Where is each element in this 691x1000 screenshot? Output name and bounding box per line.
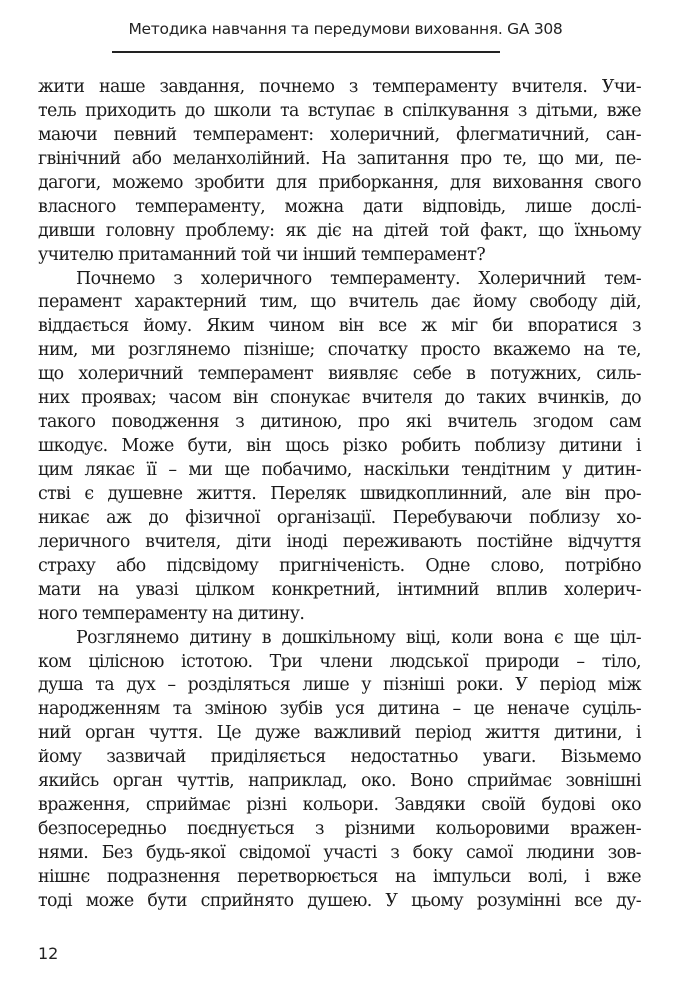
text-line: ного темпераменту на дитину. xyxy=(38,603,305,624)
text-line: страху або підсвідому пригніченість. Одне слово, потрібно xyxy=(38,555,641,576)
text-line: власного темпераменту, можна дати відповідь, лише дослі- xyxy=(38,196,641,217)
paragraph xyxy=(38,268,641,627)
text-line: перамент характерний тим, що вчитель дає йому свободу дій, xyxy=(38,292,641,313)
running-header: Методика навчання та передумови виховання. GA 308 xyxy=(128,20,563,38)
text-line: ний орган чуття. Це дуже важливий період життя дитини, і xyxy=(38,723,641,744)
text-line: йому зазвичай приділяється недостатньо уваги. Візьмемо xyxy=(38,747,641,768)
text-line: нішнє подразнення перетворюється на імпульси волі, і вже xyxy=(38,866,641,887)
text-line: що холеричний темперамент виявляє себе в потужних, силь- xyxy=(38,364,641,385)
text-line: якийсь орган чуттів, наприклад, око. Воно сприймає зовнішні xyxy=(38,771,641,792)
text-line: маючи певний темперамент: холеричний, флегматичний, сан- xyxy=(38,124,641,145)
text-line: стві є душевне життя. Переляк швидкоплинний, але він про- xyxy=(38,483,641,504)
paragraph xyxy=(38,627,641,914)
text-line: гвінічний або меланхолійний. На запитання про те, що ми, пе- xyxy=(38,148,641,169)
text-line: жити наше завдання, почнемо з темпераменту вчителя. Учи- xyxy=(38,77,641,97)
text-line: мати на увазі цілком конкретний, інтимний вплив холерич- xyxy=(38,579,641,600)
text-line: такого поводження з дитиною, про які вчитель згодом сам xyxy=(38,412,641,433)
text-line: нями. Без будь-якої свідомої участі з боку самої людини зов- xyxy=(38,843,641,863)
page-number: 12 xyxy=(38,944,59,963)
text-line: тель приходить до школи та вступає в спілкування з дітьми, вже xyxy=(38,100,641,121)
text-line: віддається йому. Яким чином він все ж міг би впоратися з xyxy=(38,316,641,337)
text-line: дагоги, можемо зробити для приборкання, для виховання свого xyxy=(38,172,641,193)
paragraph xyxy=(38,76,641,268)
text-line: них проявах; часом він спонукає вчителя до таких вчинків, до xyxy=(38,388,641,409)
text-line: ком цілісною істотою. Три члени людської природи – тіло, xyxy=(38,651,641,672)
page-body-text xyxy=(38,76,641,914)
text-line: шкодує. Може бути, він щось різко робить поблизу дитини і xyxy=(38,436,641,457)
text-line: безпосередньо поєднується з різними кольоровими вражен- xyxy=(38,819,641,840)
text-line: народженням та зміною зубів уся дитина – це неначе суціль- xyxy=(38,699,641,720)
text-line: никає аж до фізичної організації. Перебуваючи поблизу хо- xyxy=(38,507,641,528)
text-line: учителю притаманний той чи інший темперамент? xyxy=(38,244,486,265)
text-line: ним, ми розглянемо пізніше; спочатку просто вкажемо на те, xyxy=(38,340,641,361)
text-line: леричного вчителя, діти іноді переживають постійне відчуття xyxy=(38,531,641,552)
text-line: тоді може бути сприйнято душею. У цьому розумінні все ду- xyxy=(38,890,641,911)
header-rule xyxy=(112,51,500,53)
text-line: Почнемо з холеричного темпераменту. Холеричний тем- xyxy=(76,268,641,289)
text-line: душа та дух – розділяться лише у пізніші роки. У період між xyxy=(38,675,641,696)
text-line: Розглянемо дитину в дошкільному віці, коли вона є ще ціл- xyxy=(76,627,641,648)
text-line: дивши головну проблему: як діє на дітей той факт, що їхньому xyxy=(38,220,641,241)
text-line: враження, сприймає різні кольори. Завдяки своїй будові око xyxy=(38,795,641,816)
text-line: цим лякає її – ми ще побачимо, наскільки тендітним у дитин- xyxy=(38,460,641,480)
